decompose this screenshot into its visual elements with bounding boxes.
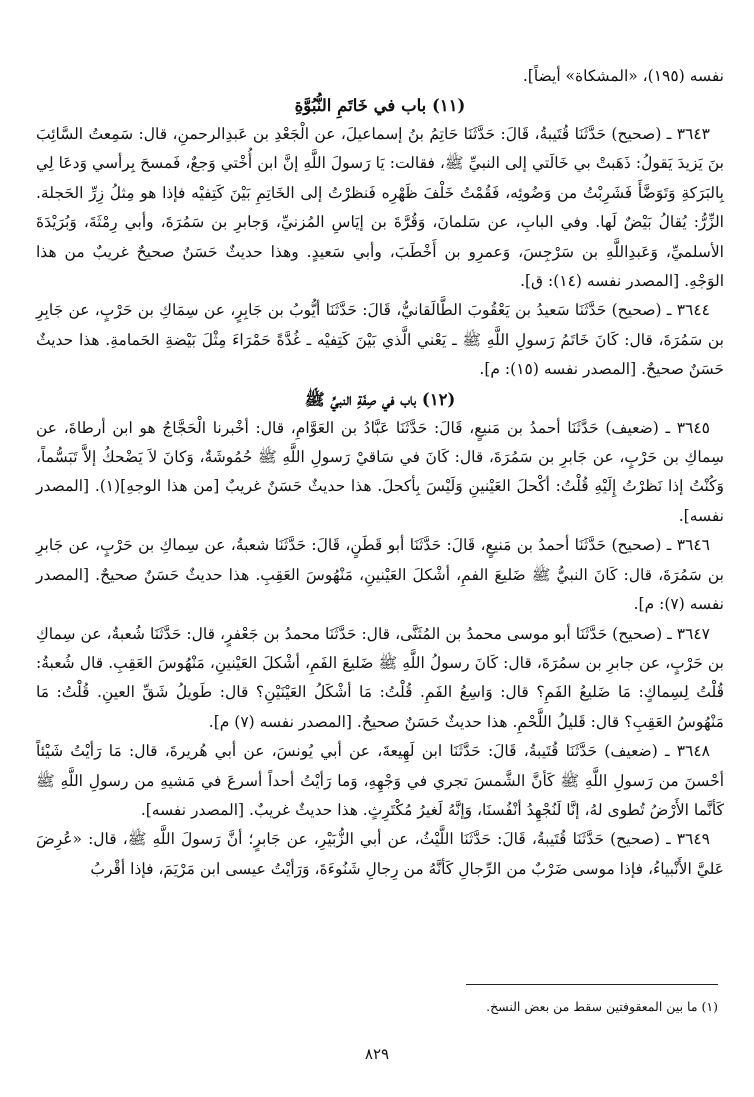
hadith-3645: ٣٦٤٥ ـ (ضعيف) حَدَّثَنَا أحمدُ بن مَنيعٍ، قَالَ: حَدَّثَنَا عَبَّادُ بن العَوَّامِ، قال: أخْبرنا الْحَجَّاجُ هو ابن أرطاةَ، عن سِماكِ بن حَرْبٍ، عن جَابرِ بن سَمُرَةَ، قال: كَانَ في سَاقيْ رَسولِ اللَّهِ ﷺ حُمُوشَةٌ، وَكانَ لاَ يَضْحكُ إلاَّ تَبَسُّماً، وَكُنْتُ إذا نَظرْتُ إِلَيْهِ قُلْتُ: أكْحلَ العَيْنينِ وَلَيْسَ بِأكحلَ. هذا حديثٌ حَسَنٌ غريبٌ [من هذا الوجهِ](١). [المصدر نفسه]. xyxy=(36,418,724,525)
hadith-3646: ٣٦٤٦ ـ (صحيح) حَدَّثَنَا أحمدُ بن مَنيعٍ، قَالَ: حَدَّثَنَا أبو قَطَنٍ، قَالَ: حَدَّثَنَا شعبةُ، عن سِماكِ بن حَرْبٍ، عن جَابرِ بن سَمُرَةَ، قال: كَانَ النبيُّ ﷺ ضَليعَ الفمِ، أشْكلَ العَيْنينِ، مَنْهُوسَ العَقِبِ. هذا حديثٌ حَسَنٌ صحيحٌ. [المصدر نفسه (٧): م]. xyxy=(36,536,724,614)
hadith-3647: ٣٦٤٧ ـ (صحيح) حَدَّثَنَا أبو موسى محمدُ بن المُثَنَّى، قال: حَدَّثَنَا محمدُ بن جَعْفرٍ، قال: حَدَّثَنَا شُعبةُ، عن سِماكِ بن حَرْبٍ، عن جابرِ بن سمُرَةَ، قال: كَانَ رسولُ اللَّهِ ﷺ ضَليعَ الفَمِ، أشْكلَ العَيْنينِ، مَنْهُوسَ العَقِبِ. قال شُعبةُ: قُلْتُ لِسِماكٍ: مَا ضَليعُ الفَمِ؟ قال: وَاسِعُ الفَمِ. قُلْتُ: مَا أشْكَلُ العَيْنَيْنِ؟ قال: طَويلُ شَقِّ العينِ. قُلْتُ: مَا مَنْهُوسُ العَقِبِ؟ قال: قَليلُ اللَّحْمِ. هذا حديثٌ حَسَنٌ صحيحٌ. [المصدر نفسه (٧) م]. xyxy=(36,624,724,731)
chapter-heading: (١١) باب في خَاتَمِ النُّبُوَّةِ xyxy=(294,96,466,115)
hadith-3643: ٣٦٤٣ ـ (صحيح) حَدَّثَنَا قُتَيبةُ، قَالَ: حَدَّثَنَا حَاتِمُ بنُ إسماعيلَ، عن الْجَعْدِ بن عَبدِالرحمنِ، قال: سَمِعتُ السَّائِبَ بنَ يَزيدَ يَقولُ: ذَهَبتْ بي خَالَتي إلى النبيِّ ﷺ، فقالت: يَا رَسولَ اللَّهِ إنَّ ابن أُخْتي وَجعٌ، فَمسحَ بِرأسي وَدعَا لِي بِالبَرَكةِ وَتَوَضَّأَ فَشَرِبْتُ من وَضُوئِه، فَقُمْتُ خَلْفَ ظَهْرِه فَنظرْتُ إلى الخَاتِمِ بَيْنَ كَتِفيْه فإذا هو مِثلُ زِرِّ الحَجلة. الزِّرُّ: يُقالُ بَيْضٌ لَها. وفي البابِ، عن سَلمانَ، وَقُرَّةَ بن إيَاسِ المُزنيِّ، وَجابرِ بن سَمُرَةَ، وأبي رِمْثَةَ، وَبُرَيْدَةَ الأسلميِّ، وَعَبدِاللَّهِ بن سَرْجِسَ، وَعمرِو بن أَخْطَبَ، وأبي سَعيدٍ. وهذا حديثٌ حَسَنٌ صحيحٌ غريبٌ من هذا الوَجْهِ. [المصدر نفسه (١٤): ق]. xyxy=(36,125,724,291)
page-number: ٨٢٩ xyxy=(364,1045,390,1063)
hadith-3648: ٣٦٤٨ ـ (ضعيف) حَدَّثَنَا قُتَيبةُ، قَالَ: حَدَّثَنَا ابن لَهِيعةَ، عن أبي يُونسَ، عن أبي هُريرةَ، قال: مَا رَأيْتُ شَيْئاً أحْسنَ من رَسولِ اللَّهِ ﷺ كَأنَّ الشَّمسَ تجري في وَجْهِهِ، وَما رَأيْتُ أحداً أسرعَ في مَشيهِ من رسولِ اللَّهِ ﷺ كَأنَّما الأَرْضُ تُطوى لهُ، إنَّا لَنُجْهِدُ أنْفُسنَا، وَإنَّهُ لَغيرُ مُكْتَرِثٍ. هذا حديثٌ غريبٌ. [المصدر نفسه]. xyxy=(36,742,724,819)
footnote-divider xyxy=(466,984,718,985)
hadith-3649: ٣٦٤٩ ـ (صحيح) حَدَّثَنَا قُتَيبةُ، قَالَ: حَدَّثَنَا اللَّيْثُ، عن أبي الزُّبَيْرِ، عن جَابرٍ؛ أنَّ رَسولَ اللَّهِ ﷺ، قال: «عُرِضَ عَليَّ الأَنْبياءُ، فإذا موسى ضَرْبٌ من الرِّجالِ كَأنَّهُ من رِجالِ شَنُوءَةَ، وَرَأيْتُ عيسى ابن مَرْيَمَ، فإذا أقْربُ xyxy=(36,830,724,878)
page-body xyxy=(36,62,724,884)
hadith-3644: ٣٦٤٤ ـ (صحيح) حَدَّثَنَا سَعيدُ بن يَعْقُوبَ الطَّالَقانيُّ، قَالَ: حَدَّثَنَا أيُّوبُ بن جَابِرٍ، عن سِمَاكِ بن حَرْبٍ، عن جَابِرِ بن سَمُرَةَ، قال: كَانَ خَاتَمُ رَسولِ اللَّهِ ﷺ ـ يَعْني الَّذي بَيْنَ كَتِفيْه ـ غُدَّةً حَمْرَاءَ مِثْلَ بَيْضةِ الحَمامةِ. هذا حديثٌ حَسَنٌ صحيحٌ. [المصدر نفسه (١٥): م]. xyxy=(36,301,724,379)
intro-line: نفسه (١٩٥)، «المشكاة» أيضاً]. xyxy=(522,67,724,85)
chapter-heading: (١٢) باب في صِفَةِ النبيِّ ﷺ xyxy=(304,389,456,409)
footnote: (١) ما بين المعقوفتين سقط من بعض النسخ. xyxy=(486,999,718,1014)
